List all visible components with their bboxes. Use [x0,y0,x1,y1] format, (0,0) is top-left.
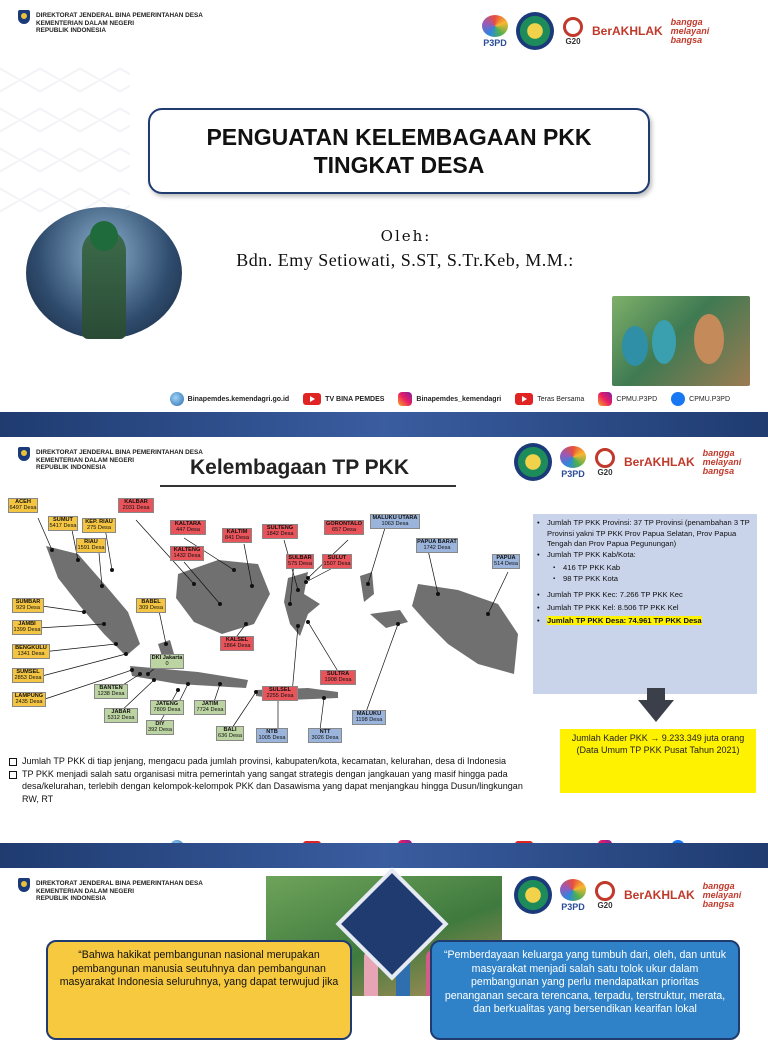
facebook-link[interactable]: CPMU.P3PD [671,392,730,406]
province-label [104,708,138,723]
province-desa-count: 1507 Desa [323,561,351,568]
province-label [76,538,106,553]
kader-total: Jumlah Kader PKK → 9.233.349 juta orang (Data Umum TP PKK Pusat Tahun 2021) [560,729,756,793]
province-desa-count: 1341 Desa [17,651,45,658]
province-name: PAPUA [496,555,516,561]
province-label [416,538,458,553]
province-desa-count: 1742 Desa [423,545,451,552]
ministry-header [18,10,203,35]
province-label [150,654,184,669]
province-name: SULSEL [268,687,292,693]
province-label [324,520,364,535]
pkk-stats-box [533,514,757,694]
garuda-emblem-icon [18,878,30,892]
g20-logo: G20 [594,881,616,910]
stat-kab: ▪ 416 TP PKK Kab [553,563,751,574]
province-label [12,620,42,635]
province-desa-count: 1063 Desa [381,521,409,528]
province-name: MALUKU UTARA [372,515,418,521]
province-desa-count: 929 Desa [16,605,40,612]
province-desa-count: 2255 Desa [266,693,294,700]
province-desa-count: 0 [165,661,169,668]
berakhlak-logo: BerAKHLAK [624,455,695,469]
stat-provinsi: • Jumlah TP PKK Provinsi: 37 TP Provinsi (penambahan 3 TP Provinsi yakni TP PKK Prov Papua Selatan, Prov Papua Tengah dan Prov Papua Pegunungan) [537,518,751,550]
header-line-1: DIREKTORAT JENDERAL BINA PEMERINTAHAN DESA [36,12,203,19]
province-desa-count: 657 Desa [332,527,356,534]
province-label [308,728,342,743]
header-line-2: KEMENTERIAN DALAM NEGERI [36,887,134,895]
youtube-icon [303,393,321,405]
bangga-melayani-logo: bangga melayani bangsa [702,447,742,476]
slide-separator [0,412,768,437]
g20-logo: G20 [594,448,616,477]
globe-icon [170,392,184,406]
province-name: SULBAR [288,555,312,561]
slide-title: Kelembagaan TP PKK [190,456,410,479]
province-desa-count: 1238 Desa [97,691,125,698]
province-label [222,528,252,543]
ministry-header [18,878,203,903]
oleh-label: Oleh: [380,227,432,245]
province-label [262,524,298,539]
instagram-icon [598,392,612,406]
province-name: NTT [319,729,331,735]
p3pd-logo: P3PD [482,15,508,48]
province-label [8,498,38,513]
p3pd-logo: P3PD [560,446,586,479]
community-photo [612,296,750,386]
teras-link[interactable]: Teras Bersama [515,393,584,405]
bangga-melayani-logo: bangga melayani bangsa [702,880,742,909]
header-line-3: REPUBLIK INDONESIA [36,464,106,472]
province-name: SULTENG [266,525,294,531]
header-line-1: DIREKTORAT JENDERAL BINA PEMERINTAHAN DESA [36,449,203,456]
province-name: PAPUA BARAT [417,539,457,545]
province-label [12,644,50,659]
province-desa-count: 841 Desa [225,535,249,542]
title-line-1: PENGUATAN KELEMBAGAAN PKK [206,124,592,150]
province-name: DIY [155,721,165,727]
province-desa-count: 1399 Desa [13,627,41,634]
province-desa-count: 2435 Desa [15,699,43,706]
province-label [82,518,116,533]
province-name: BABEL [141,599,161,605]
province-desa-count: 636 Desa [218,733,242,740]
stat-kec: • Jumlah TP PKK Kec: 7.266 TP PKK Kec [537,588,751,601]
province-name: JATENG [155,701,179,707]
p3pd-logo: P3PD [560,879,586,912]
bullet-item-1: Jumlah TP PKK di tiap jenjang, mengacu pada jumlah provinsi, kabupaten/kota, kecamatan, kelurahan, desa di Indonesia [8,755,528,768]
header-line-1: DIREKTORAT JENDERAL BINA PEMERINTAHAN DESA [36,880,203,887]
province-name: NTB [266,729,278,735]
province-label [12,598,44,613]
province-name: SUMSEL [16,669,40,675]
province-name: KALTARA [174,521,202,527]
province-name: LAMPUNG [14,693,44,699]
province-desa-count: 575 Desa [288,561,312,568]
province-label [320,670,356,685]
author-name: Bdn. Emy Setiowati, S.ST, S.Tr.Keb, M.M.: [236,250,574,270]
stat-kota: ▪ 98 TP PKK Kota [553,574,751,585]
province-name: SUMBAR [15,599,41,605]
partner-logos [514,443,751,481]
ministry-header [18,447,203,472]
province-name: KALTENG [173,547,201,553]
province-label [370,514,420,529]
instagram-icon [398,392,412,406]
partner-logos [482,12,719,50]
berakhlak-logo: BerAKHLAK [624,888,695,902]
province-label [216,726,244,741]
stat-kel: • Jumlah TP PKK Kel: 8.506 TP PKK Kel [537,601,751,614]
province-desa-count: 1842 Desa [266,531,294,538]
quote-box-right: “Pemberdayaan keluarga yang tumbuh dari, oleh, dan untuk masyarakat menjadi salah satu tolok ukur dalam pembangunan yang perlu mendapatkan prioritas penanganan secara terencana, terpadu, terstruktur, merata, dan berkualitas yang bersendikan kearifan lokal [430,940,740,1040]
province-label [286,554,314,569]
province-desa-count: 5312 Desa [107,715,135,722]
header-line-2: KEMENTERIAN DALAM NEGERI [36,19,134,27]
province-label [352,710,386,725]
province-name: BENGKULU [15,645,47,651]
slide-title [0,0,768,412]
province-desa-count: 447 Desa [176,527,200,534]
province-name: GORONTALO [326,521,362,527]
province-desa-count: 1591 Desa [77,545,105,552]
instagram-link[interactable]: Binapemdes_kemendagri [398,392,501,406]
province-desa-count: 392 Desa [148,727,172,734]
province-label [170,520,206,535]
province-desa-count: 514 Desa [494,561,518,568]
province-label [118,498,154,513]
province-label [220,636,254,651]
province-desa-count: 6497 Desa [9,505,37,512]
province-name: SULTRA [326,671,350,677]
slide-separator [0,843,768,868]
website-link[interactable]: Binapemdes.kemendagri.go.id [170,392,290,406]
garuda-emblem-icon [18,447,30,461]
province-label [322,554,352,569]
title-box [148,108,650,194]
berakhlak-logo: BerAKHLAK [592,24,663,38]
province-desa-count: 2853 Desa [14,675,42,682]
bullet-list [8,755,528,805]
province-desa-count: 1198 Desa [355,717,383,724]
province-desa-count: 3026 Desa [311,735,339,742]
footer-social [0,386,768,412]
g20-logo: G20 [562,17,584,46]
province-label [170,546,204,561]
province-label [94,684,128,699]
province-label [12,692,46,707]
quote-box-left: “Bahwa hakikat pembangunan nasional merupakan pembangunan manusia seutuhnya dan pembangunan masyarakat Indonesia seluruhnya, yang dapat terwujud jika [46,940,352,1040]
province-desa-count: 1005 Desa [258,735,286,742]
province-desa-count: 1908 Desa [324,677,352,684]
province-name: SULUT [327,555,347,561]
province-desa-count: 7724 Desa [196,707,224,714]
garuda-emblem-icon [18,10,30,24]
province-desa-count: 2031 Desa [122,505,150,512]
province-desa-count: 1432 Desa [173,553,201,560]
province-label [262,686,298,701]
province-label [136,598,166,613]
province-name: JAMBI [18,621,36,627]
province-name: SUMUT [53,517,73,523]
province-desa-count: 309 Desa [139,605,163,612]
province-name: BANTEN [99,685,123,691]
partner-logos [514,876,751,914]
title-line-2: TINGKAT DESA [313,152,485,178]
province-name: MALUKU [356,711,382,717]
speaker-photo [26,207,182,339]
stat-desa: • Jumlah TP PKK Desa: 74.961 TP PKK Desa [537,614,751,627]
province-desa-count: 1864 Desa [223,643,251,650]
province-name: KALBAR [124,499,148,505]
province-label [48,516,78,531]
province-name: JABAR [111,709,131,715]
header-line-3: REPUBLIK INDONESIA [36,27,106,35]
province-name: KEP. RIAU [85,519,113,525]
kemendagri-seal-icon [514,876,552,914]
facebook-icon [671,392,685,406]
background-pattern [0,60,130,220]
province-name: KALTIM [226,529,248,535]
province-desa-count: 275 Desa [87,525,111,532]
instagram-cpmu-link[interactable]: CPMU.P3PD [598,392,657,406]
down-arrow-icon [638,700,674,722]
province-name: DKI Jakarta [151,655,183,661]
youtube-link[interactable]: TV BINA PEMDES [303,393,384,405]
slide-quotes [0,868,768,1024]
slide-kelembagaan [0,437,768,842]
youtube-icon [515,393,533,405]
province-label [194,700,226,715]
province-desa-count: 7809 Desa [153,707,181,714]
header-line-2: KEMENTERIAN DALAM NEGERI [36,456,134,464]
province-label [256,728,288,743]
province-label [146,720,174,735]
header-line-3: REPUBLIK INDONESIA [36,895,106,903]
province-label [12,668,44,683]
province-label [492,554,520,569]
province-desa-count: 5417 Desa [49,523,77,530]
province-name: JATIM [201,701,219,707]
indonesia-map [8,494,522,756]
kemendagri-seal-icon [514,443,552,481]
province-name: ACEH [15,499,31,505]
stat-kabkota: • Jumlah TP PKK Kab/Kota: [537,550,751,561]
bangga-melayani-logo: bangga melayani bangsa [670,16,710,45]
province-label [150,700,184,715]
province-name: BALI [223,727,237,733]
province-name: KALSEL [225,637,249,643]
bullet-item-2: TP PKK menjadi salah satu organisasi mitra pemerintah yang sangat strategis dengan jangkauan yang masif hingga pada desa/kelurahan, terlebih dengan kelompok-kelompok PKK dan Dasawisma yang dapat menjangkau hingga Dusun/lingkungan RW, RT [8,768,528,806]
province-name: RIAU [84,539,98,545]
kemendagri-seal-icon [516,12,554,50]
title-underline [160,485,456,487]
